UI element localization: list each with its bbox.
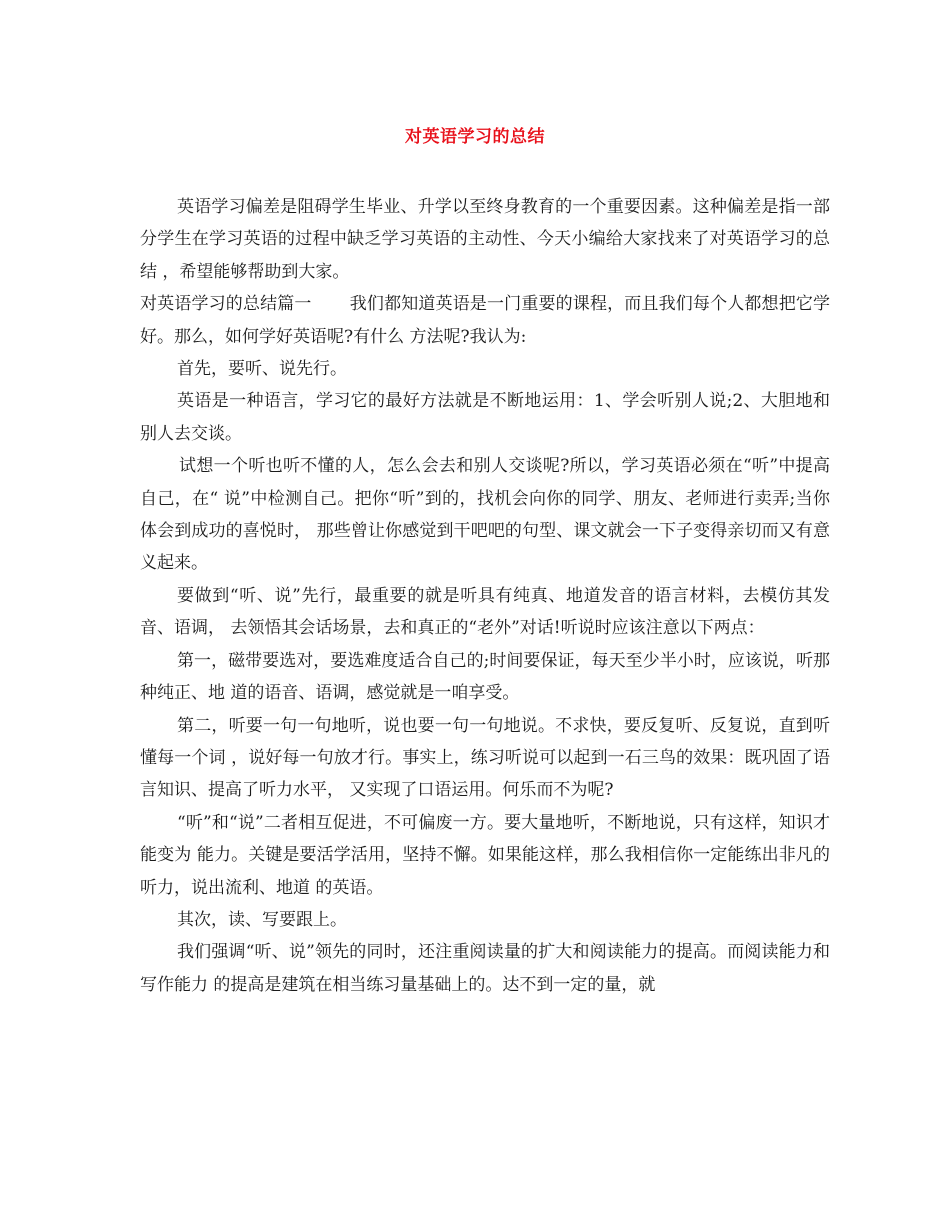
intro-paragraph: 英语学习偏差是阻碍学生毕业、升学以至终身教育的一个重要因素。这种偏差是指一部分学生在学习英语的过程中缺乏学习英语的主动性、今天小编给大家找来了对英语学习的总结 ，希望能够帮助到大家。 [140,197,830,282]
paragraph-9: 我们强调“听、说”领先的同时，还注重阅读量的扩大和阅读能力的提高。而阅读能力和写作能力 的提高是建筑在相当练习量基础上的。达不到一定的量，就 [140,942,830,995]
paragraph-5: 第一，磁带要选对，要选难度适合自己的;时间要保证，每天至少半小时，应该说，听那种纯正、地 道的语音、语调，感觉就是一咱享受。 [140,650,830,704]
paragraph-4: 要做到“听、说”先行，最重要的就是听具有纯真、地道发音的语言材料，去模仿其发音、语调， 去领悟其会话场景，去和真正的“老外”对话!听说时应该注意以下两点： [140,585,830,639]
section-heading: 对英语学习的总结篇一 [140,294,312,315]
document-title: 对英语学习的总结 [405,127,545,147]
paragraph-6: 第二，听要一句一句地听，说也要一句一句地说。不求快，要反复听、反复说，直到听懂每一个词 ，说好每一句放才行。事实上，练习听说可以起到一石三鸟的效果：既巩固了语言知识、提高了听力水平， 又实现了口语运用。何乐而不为呢? [140,715,830,801]
paragraph-2: 英语是一种语言，学习它的最好方法就是不断地运用：1、学会听别人说;2、大胆地和别人去交谈。 [140,391,830,444]
document-body [140,191,830,1001]
paragraph-1: 首先，要听、说先行。 [177,359,347,380]
paragraph-3: 试想一个听也听不懂的人，怎么会去和别人交谈呢?所以，学习英语必须在“听”中提高自己，在“ 说”中检测自己。把你“听”到的，找机会向你的同学、朋友、老师进行卖弄;当你体会到成功的喜悦时， 那些曾让你感觉到干吧吧的句型、课文就会一下子变得亲切而又有意义起来。 [140,456,830,574]
section-paragraph [140,288,830,353]
paragraph-7: “听”和“说”二者相互促进，不可偏废一方。要大量地听，不断地说，只有这样，知识才能变为 能力。关键是要活学活用，坚持不懈。如果能这样，那么我相信你一定能练出非凡的听力，说出流利、地道 的英语。 [140,812,830,898]
section-opening-text: 我们都知道英语是一门重要的课程，而且我们每个人都想把它学好。那么，如何学好英语呢?有什么 方法呢?我认为: [140,294,831,347]
paragraph-8: 其次，读、写要跟上。 [177,909,347,930]
